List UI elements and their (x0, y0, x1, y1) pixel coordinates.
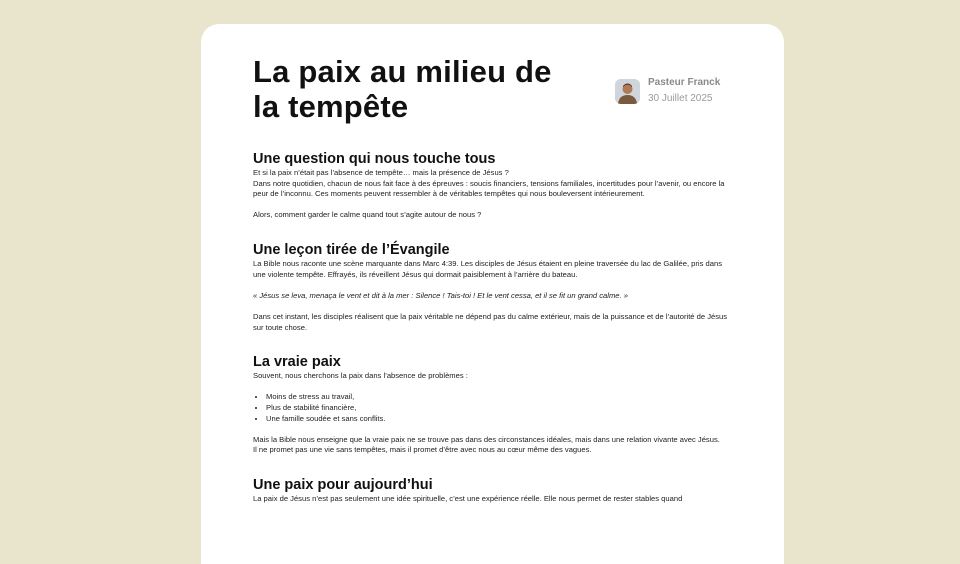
section-question (253, 150, 729, 221)
article-body (253, 150, 729, 524)
section-heading: La vraie paix (253, 354, 341, 371)
section-vraie-paix (253, 353, 729, 456)
paragraph: Dans notre quotidien, chacun de nous fait face à des épreuves : soucis financiers, tensions familiales, incertitudes pour l’avenir, ou encore la peur de l’inconnu. Ces moments peuvent ressembler à de véritables tempêtes qui nous bouleversent intérieurement. (253, 178, 725, 199)
article-card (201, 24, 784, 564)
paragraph: Alors, comment garder le calme quand tout s’agite autour de nous ? (253, 210, 482, 220)
section-heading: Une leçon tirée de l’Évangile (253, 241, 450, 258)
author-name: Pasteur Franck (648, 77, 721, 88)
section-heading: Une question qui nous touche tous (253, 151, 496, 167)
list-item: • Moins de stress au travail, (266, 392, 729, 403)
publish-date: 30 Juillet 2025 (648, 93, 713, 104)
paragraph: Souvent, nous cherchons la paix dans l’absence de problèmes : (253, 371, 468, 381)
author-meta (648, 76, 720, 106)
section-evangile (253, 241, 729, 333)
section-aujourdhui (253, 476, 729, 505)
bullet-list (253, 392, 729, 424)
section-heading: Une paix pour aujourd’hui (253, 476, 433, 493)
list-item: • Une famille soudée et sans conflits. (266, 414, 729, 425)
article-title: La paix au milieu de la tempête (253, 54, 552, 124)
list-item: • Plus de stabilité financière, (266, 403, 729, 414)
paragraph: Dans cet instant, les disciples réalisent que la paix véritable ne dépend pas du calme extérieur, mais de la puissance et de l’autorité de Jésus sur toute chose. (253, 311, 728, 332)
author-avatar (615, 79, 640, 104)
scripture-quote: « Jésus se leva, menaça le vent et dit à la mer : Silence ! Tais-toi ! Et le vent cessa, et il se fit un grand calme. » (253, 290, 628, 300)
paragraph: La Bible nous raconte une scène marquante dans Marc 4:39. Les disciples de Jésus étaient en pleine traversée du lac de Galilée, pris dans une violente tempête. Effrayés, ils réveillent Jésus qui dormait paisiblement à l’arrière du bateau. (253, 258, 722, 279)
paragraph: Et si la paix n’était pas l’absence de tempête… mais la présence de Jésus ? (253, 168, 509, 177)
paragraph: Mais la Bible nous enseigne que la vraie paix ne se trouve pas dans des circonstances idéales, mais dans une relation vivante avec Jésus. (253, 434, 720, 444)
author-block (615, 76, 720, 106)
paragraph: La paix de Jésus n’est pas seulement une idée spirituelle, c’est une expérience réelle. Elle nous permet de rester stables quand (253, 493, 683, 503)
person-avatar-icon (615, 79, 640, 104)
paragraph: Il ne promet pas une vie sans tempêtes, mais il promet d’être avec nous au cœur même des vagues. (253, 445, 592, 455)
